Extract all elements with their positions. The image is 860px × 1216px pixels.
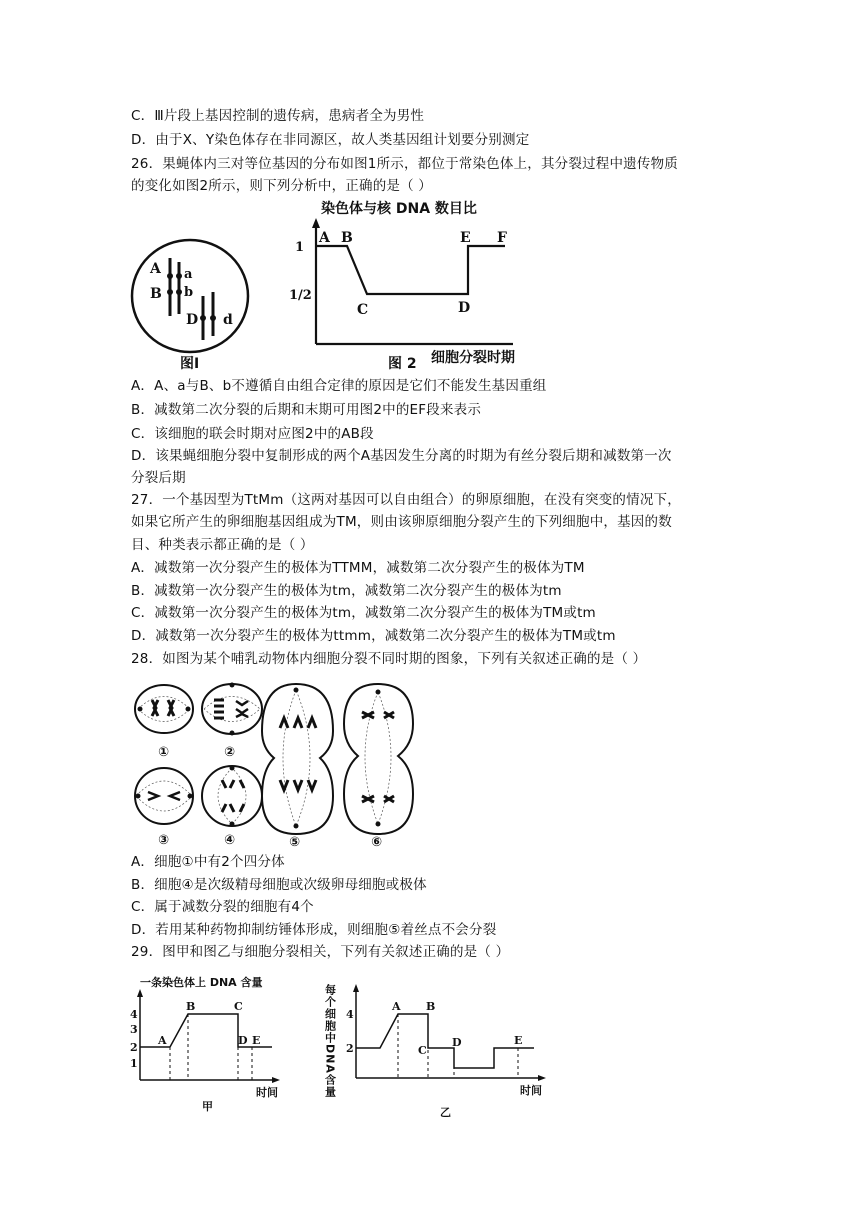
q25-option-d: D．由于X、Y染色体存在非同源区，故人类基因组计划要分别测定	[131, 132, 530, 148]
cell-label-2: ②	[224, 745, 236, 760]
q28-option-a: A．细胞①中有2个四分体	[131, 854, 285, 870]
yi-ytick-2: 2	[346, 1042, 354, 1055]
q26-option-d-line1: D．该果蝇细胞分裂中复制形成的两个A基因发生分离的时期为有丝分裂后期和减数第一次	[131, 448, 672, 464]
q27-stem-line1: 27．一个基因型为TtMm（这两对基因可以自由组合）的卵原细胞，在没有突变的情况下，	[131, 492, 681, 508]
q28-option-b: B．细胞④是次级精母细胞或次级卵母细胞或极体	[131, 877, 427, 893]
cell-label-3: ③	[158, 833, 170, 848]
jia-point-A: A	[158, 1034, 167, 1047]
cell-1	[135, 685, 193, 733]
gene-label-a: a	[184, 267, 193, 282]
q29-stem: 29．图甲和图乙与细胞分裂相关，下列有关叙述正确的是（ ）	[131, 944, 510, 960]
yi-caption: 乙	[440, 1106, 451, 1119]
fig1-caption: 图Ⅰ	[180, 356, 200, 372]
jia-ytick-1: 1	[130, 1057, 138, 1070]
gene-label-B: B	[150, 286, 162, 302]
ratio-line	[316, 246, 505, 294]
q26-option-a: A．A、a与B、b不遵循自由组合定律的原因是它们不能发生基因重组	[131, 378, 547, 394]
yi-ylabel	[324, 983, 337, 1098]
yi-line	[356, 1014, 534, 1068]
q25-option-c: C．Ⅲ片段上基因控制的遗传病，患病者全为男性	[131, 108, 425, 124]
q27-stem-line2: 如果它所产生的卵细胞基因组成为TM，则由该卵原细胞分裂产生的下列细胞中，基因的数	[131, 514, 672, 530]
fig2-ytick-1: 1	[295, 240, 305, 255]
fig2-ytick-half: 1/2	[289, 288, 312, 303]
gene-label-b: b	[184, 285, 194, 300]
jia-caption: 甲	[202, 1100, 213, 1113]
q26-option-d-line2: 分裂后期	[131, 470, 186, 486]
fig2-point-B: B	[341, 230, 353, 246]
jia-ytick-3: 3	[130, 1023, 138, 1036]
jia-ytick-4: 4	[130, 1008, 138, 1021]
cell-label-6: ⑥	[371, 835, 383, 850]
cell-label-5: ⑤	[289, 835, 301, 850]
q28-cell-figure	[128, 676, 428, 848]
q26-option-b: B．减数第二次分裂的后期和末期可用图2中的EF段来表示	[131, 402, 482, 418]
q26-option-c: C．该细胞的联会时期对应图2中的AB段	[131, 426, 374, 442]
q27-option-b: B．减数第一次分裂产生的极体为tm，减数第二次分裂产生的极体为tm	[131, 583, 562, 599]
jia-title: 一条染色体上 DNA 含量	[140, 976, 263, 989]
gene-label-d: d	[223, 312, 233, 328]
cell-2	[202, 683, 262, 736]
yi-ytick-4: 4	[346, 1008, 354, 1021]
q28-option-c: C．属于减数分裂的细胞有4个	[131, 899, 314, 915]
jia-xlabel: 时间	[256, 1086, 278, 1099]
fig2-point-E: E	[460, 230, 471, 246]
cell-6	[344, 684, 413, 834]
cell-4	[202, 766, 262, 827]
fig2-caption: 图 2	[388, 356, 417, 372]
fig2-xlabel: 细胞分裂时期	[431, 350, 515, 366]
jia-point-E: E	[252, 1034, 261, 1047]
q26-stem-line2: 的变化如图2所示，则下列分析中，正确的是（ ）	[131, 178, 432, 194]
q28-stem: 28．如图为某个哺乳动物体内细胞分裂不同时期的图象，下列有关叙述正确的是（ ）	[131, 651, 647, 667]
yi-point-B: B	[426, 1000, 436, 1013]
jia-point-D: D	[238, 1034, 248, 1047]
jia-point-B: B	[186, 1000, 196, 1013]
q26-stem-line1: 26．果蝇体内三对等位基因的分布如图1所示，都位于常染色体上，其分裂过程中遗传物质	[131, 156, 678, 172]
svg-text:每个细胞中DNA含量: 每个细胞中DNA含量	[323, 984, 337, 1098]
q28-option-d: D．若用某种药物抑制纺锤体形成，则细胞⑤着丝点不会分裂	[131, 922, 497, 938]
cell-5	[262, 684, 333, 834]
yi-xlabel: 时间	[520, 1084, 542, 1097]
yi-point-D: D	[452, 1036, 462, 1049]
fig2-point-D: D	[458, 300, 471, 316]
fig2-point-A: A	[319, 230, 330, 246]
cell-3	[135, 768, 193, 824]
q27-option-c: C．减数第一次分裂产生的极体为tm，减数第二次分裂产生的极体为TM或tm	[131, 605, 596, 621]
q29-figure-jia	[128, 974, 288, 1114]
q26-figure-1	[128, 236, 258, 372]
yi-point-C: C	[418, 1044, 427, 1057]
q26-figure-2	[285, 196, 545, 372]
yi-point-E: E	[514, 1034, 523, 1047]
jia-point-C: C	[234, 1000, 243, 1013]
fig2-point-F: F	[497, 230, 507, 246]
gene-label-D: D	[186, 312, 199, 328]
fig2-title: 染色体与核 DNA 数目比	[321, 201, 477, 217]
q27-option-d: D．减数第一次分裂产生的极体为ttmm，减数第二次分裂产生的极体为TM或tm	[131, 628, 616, 644]
jia-ytick-2: 2	[130, 1041, 138, 1054]
cell-label-1: ①	[158, 745, 170, 760]
cell-label-4: ④	[224, 833, 236, 848]
fig2-point-C: C	[357, 302, 369, 318]
yi-point-A: A	[392, 1000, 401, 1013]
q29-figure-yi	[323, 970, 558, 1120]
q27-stem-line3: 目、种类表示都正确的是（ ）	[131, 537, 314, 553]
gene-label-A: A	[150, 261, 161, 277]
q27-option-a: A．减数第一次分裂产生的极体为TTMM，减数第二次分裂产生的极体为TM	[131, 560, 585, 576]
